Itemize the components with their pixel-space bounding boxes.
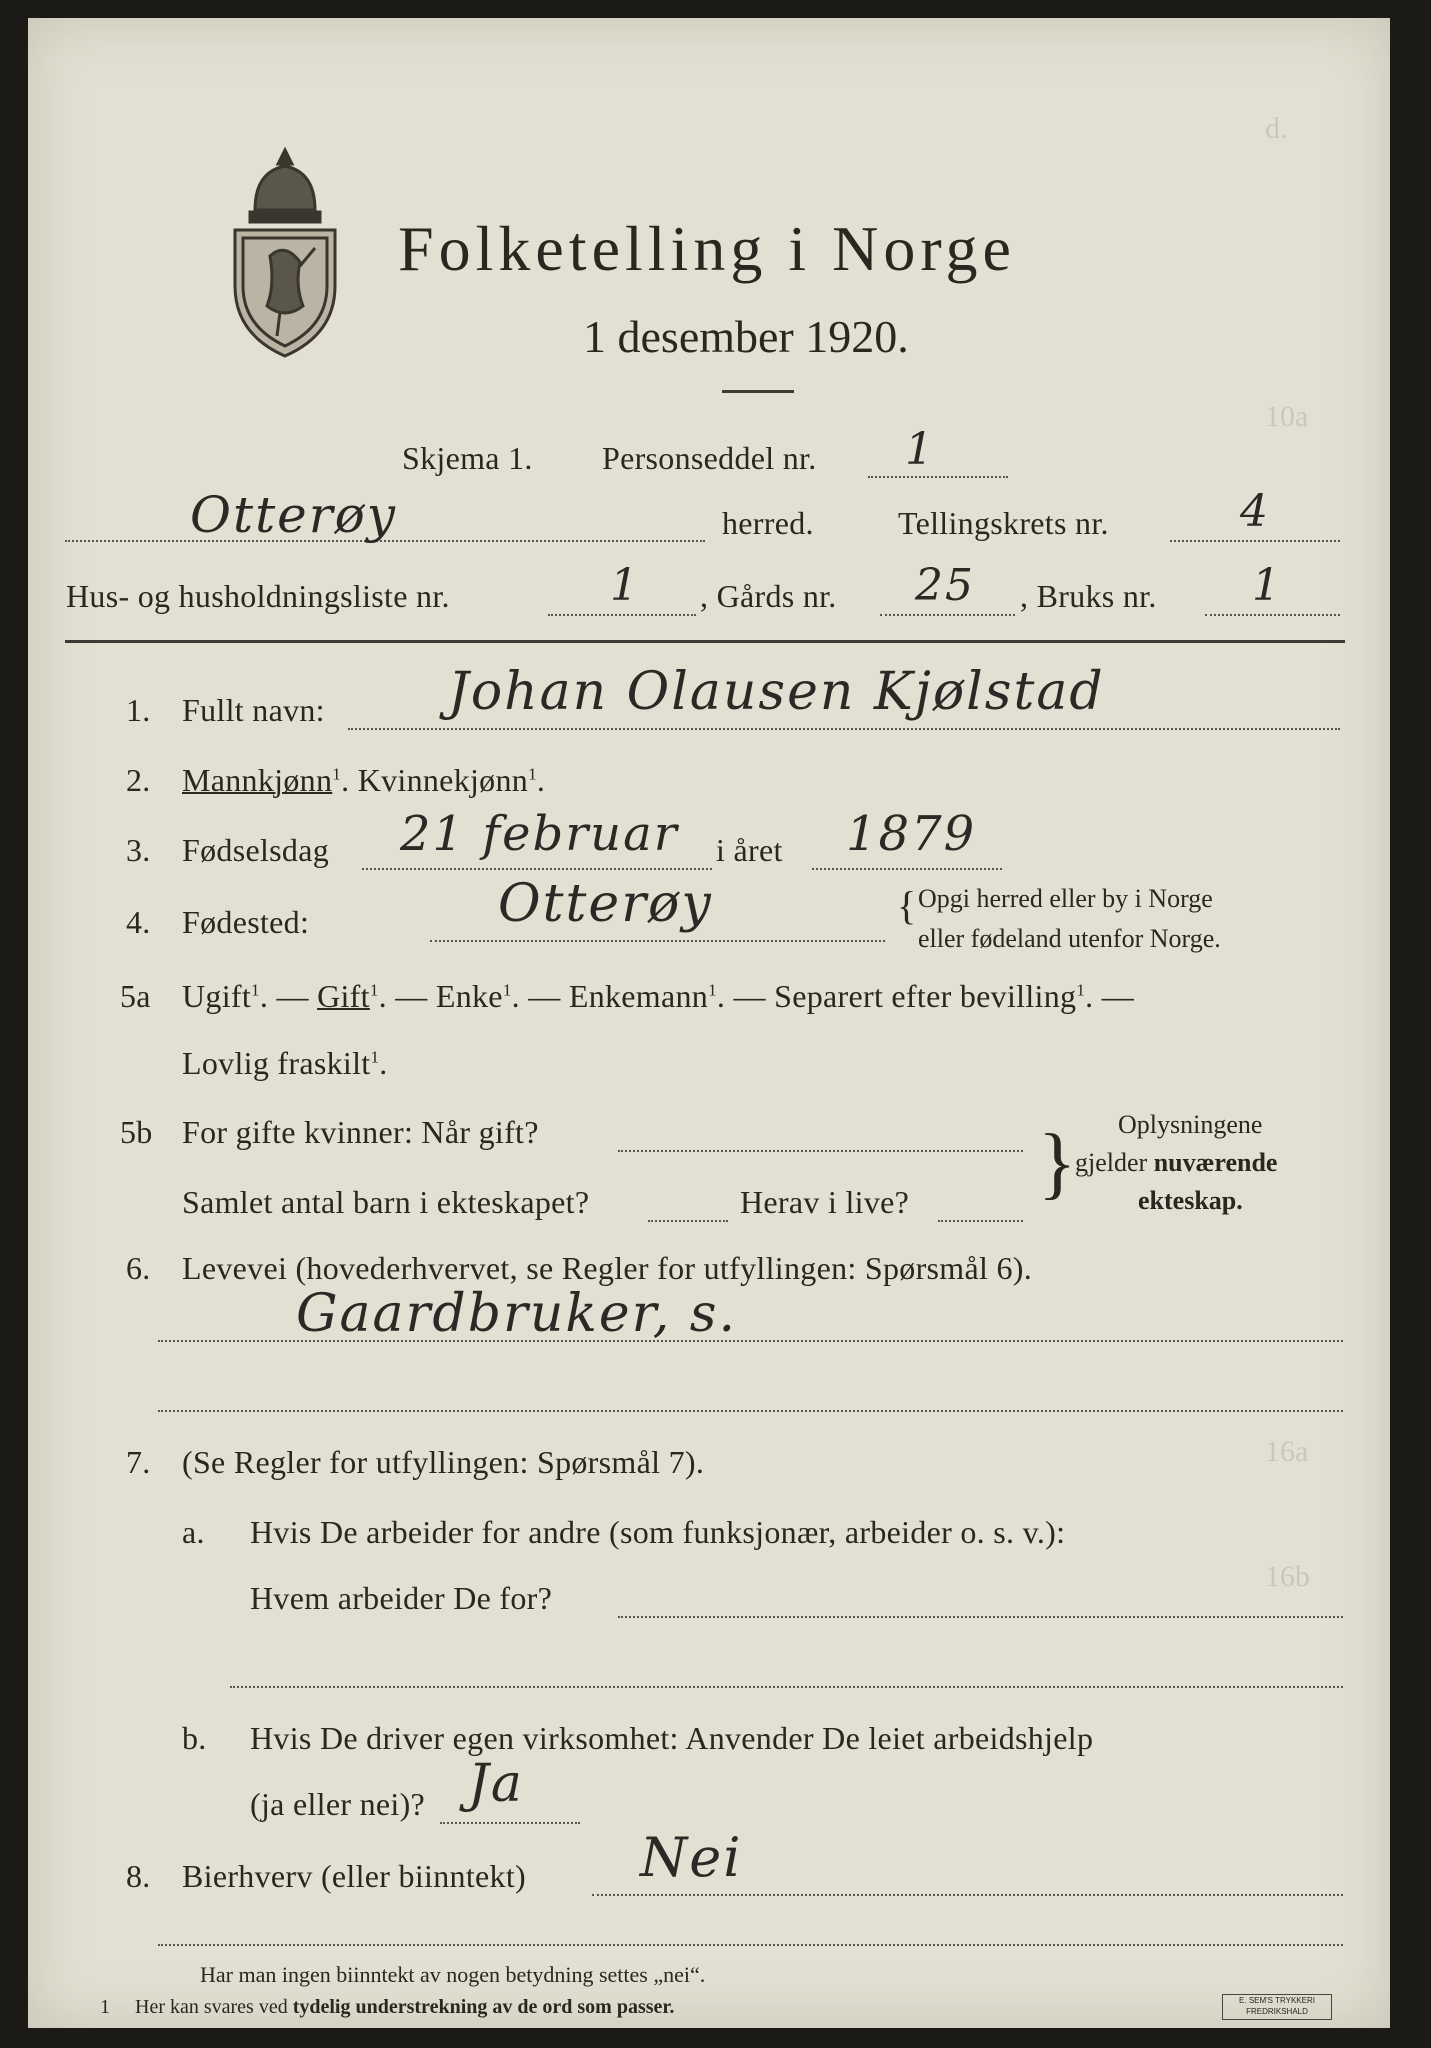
q5a-number: 5a [120, 978, 151, 1014]
q5b-note-2: gjelder nuværende [1075, 1148, 1278, 1177]
q5b-line-2 [648, 1220, 728, 1222]
bleed-through-text: 16a [1265, 1435, 1309, 1468]
q7b-value: Ja [468, 1754, 524, 1814]
q7b-question: (ja eller nei)? [250, 1786, 426, 1822]
q2-options: Mannkjønn$^1$. Kvinnekjønn$^1$. [182, 762, 546, 798]
q8-line-1 [592, 1894, 1343, 1896]
q7-label: (Se Regler for utfyllingen: Spørsmål 7). [182, 1444, 705, 1480]
q7a-text: Hvis De arbeider for andre (som funksjonær, arbeider o. s. v.): [250, 1514, 1066, 1550]
q3-year-label: i året [716, 832, 783, 868]
hus-line [548, 614, 696, 616]
printer-stamp: E. SEM'S TRYKKERI FREDRIKSHALD [1222, 1994, 1332, 2020]
bruks-value: 1 [1252, 560, 1282, 611]
q4-note-2: eller fødeland utenfor Norge. [918, 924, 1221, 953]
q5b-label-1: For gifte kvinner: Når gift? [182, 1114, 539, 1150]
gards-value: 25 [915, 560, 975, 611]
form-title: Folketelling i Norge [398, 213, 1016, 284]
hus-value: 1 [610, 560, 640, 611]
q1-number: 1. [126, 692, 151, 728]
q8-value: Nei [640, 1826, 743, 1889]
q4-value: Otterøy [498, 874, 713, 934]
bleed-through-text: 10a [1265, 400, 1309, 433]
q6-line-2 [158, 1410, 1343, 1412]
q5b-label-2: Samlet antal barn i ekteskapet? [182, 1184, 590, 1220]
tellingskrets-value: 4 [1240, 486, 1270, 537]
footnote: 1 Her kan svares ved tydelig understrekning av de ord som passer. [100, 1996, 675, 2018]
q4-note-1: Opgi herred eller by i Norge [918, 884, 1213, 913]
q7b-text: Hvis De driver egen virksomhet: Anvender De leiet arbeidshjelp [250, 1720, 1094, 1756]
herred-label: herred. [722, 505, 814, 541]
form-date: 1 desember 1920. [583, 311, 909, 362]
q5a-fraskilt: Lovlig fraskilt$^1$. [182, 1045, 388, 1081]
personseddel-line [868, 476, 1008, 478]
q5b-number: 5b [120, 1114, 153, 1150]
q1-line [348, 728, 1340, 730]
q7a-letter: a. [182, 1514, 205, 1550]
tellingskrets-line [1170, 540, 1340, 542]
personseddel-label: Personseddel nr. [602, 440, 817, 476]
q7-number: 7. [126, 1444, 151, 1480]
q6-label: Levevei (hovederhvervet, se Regler for utfyllingen: Spørsmål 6). [182, 1250, 1033, 1286]
q5b-note-1: Oplysningene [1118, 1110, 1263, 1139]
q6-value: Gaardbruker, s. [296, 1284, 738, 1344]
q5b-brace: } [1038, 1119, 1077, 1207]
q7a-line-2 [230, 1686, 1343, 1688]
q2-female: Kvinnekjønn [357, 762, 529, 798]
q5a-gift: Gift [317, 978, 370, 1014]
q8-line-2 [158, 1944, 1343, 1946]
q7b-letter: b. [182, 1720, 207, 1756]
header-divider [722, 390, 794, 393]
gards-line [880, 614, 1015, 616]
tellingskrets-label: Tellingskrets nr. [898, 505, 1109, 541]
q4-label: Fødested: [182, 904, 310, 940]
bruks-label: , Bruks nr. [1020, 578, 1157, 614]
herred-value: Otterøy [190, 486, 398, 544]
q5a-options: Ugift$^1$. — Gift$^1$. — Enke$^1$. — Enkemann$^1$. — Separert efter bevilling$^1$. — [182, 978, 1135, 1014]
footnote-mark: 1 [100, 1996, 110, 2018]
q5b-line-3 [938, 1220, 1023, 1222]
q3-label: Fødselsdag [182, 832, 329, 868]
q6-number: 6. [126, 1250, 151, 1286]
q5b-note-3: ekteskap. [1138, 1186, 1243, 1215]
q7a-question: Hvem arbeider De for? [250, 1580, 553, 1616]
q8-number: 8. [126, 1858, 151, 1894]
personseddel-value: 1 [905, 424, 935, 475]
bottom-note: Har man ingen biinntekt av nogen betydning settes „nei“. [200, 1962, 706, 1987]
q7a-line-1 [618, 1616, 1343, 1618]
q4-line [430, 940, 885, 942]
bruks-line [1205, 614, 1340, 616]
q2-number: 2. [126, 762, 151, 798]
coat-of-arms-icon [225, 144, 345, 359]
q1-label: Fullt navn: [182, 692, 325, 728]
q3-year-line [812, 868, 1002, 870]
q3-value: 21 februar [400, 806, 679, 862]
q1-value: Johan Olausen Kjølstad [448, 662, 1105, 722]
q7b-line [440, 1822, 580, 1824]
q4-number: 4. [126, 904, 151, 940]
skjema-label: Skjema 1. [402, 440, 533, 476]
hus-label: Hus- og husholdningsliste nr. [66, 578, 450, 614]
gards-label: , Gårds nr. [700, 578, 837, 614]
bleed-through-text: 16b [1265, 1560, 1310, 1593]
q3-year-value: 1879 [846, 806, 977, 862]
q8-label: Bierhverv (eller biinntekt) [182, 1858, 526, 1894]
bleed-through-text: d. [1265, 112, 1288, 145]
q3-date-line [362, 868, 712, 870]
q5b-line-1 [618, 1150, 1023, 1152]
section-rule [65, 640, 1345, 643]
q2-male: Mannkjønn [182, 762, 333, 798]
q5b-label-3: Herav i live? [740, 1184, 910, 1220]
q4-brace: { [897, 883, 917, 928]
q3-number: 3. [126, 832, 151, 868]
